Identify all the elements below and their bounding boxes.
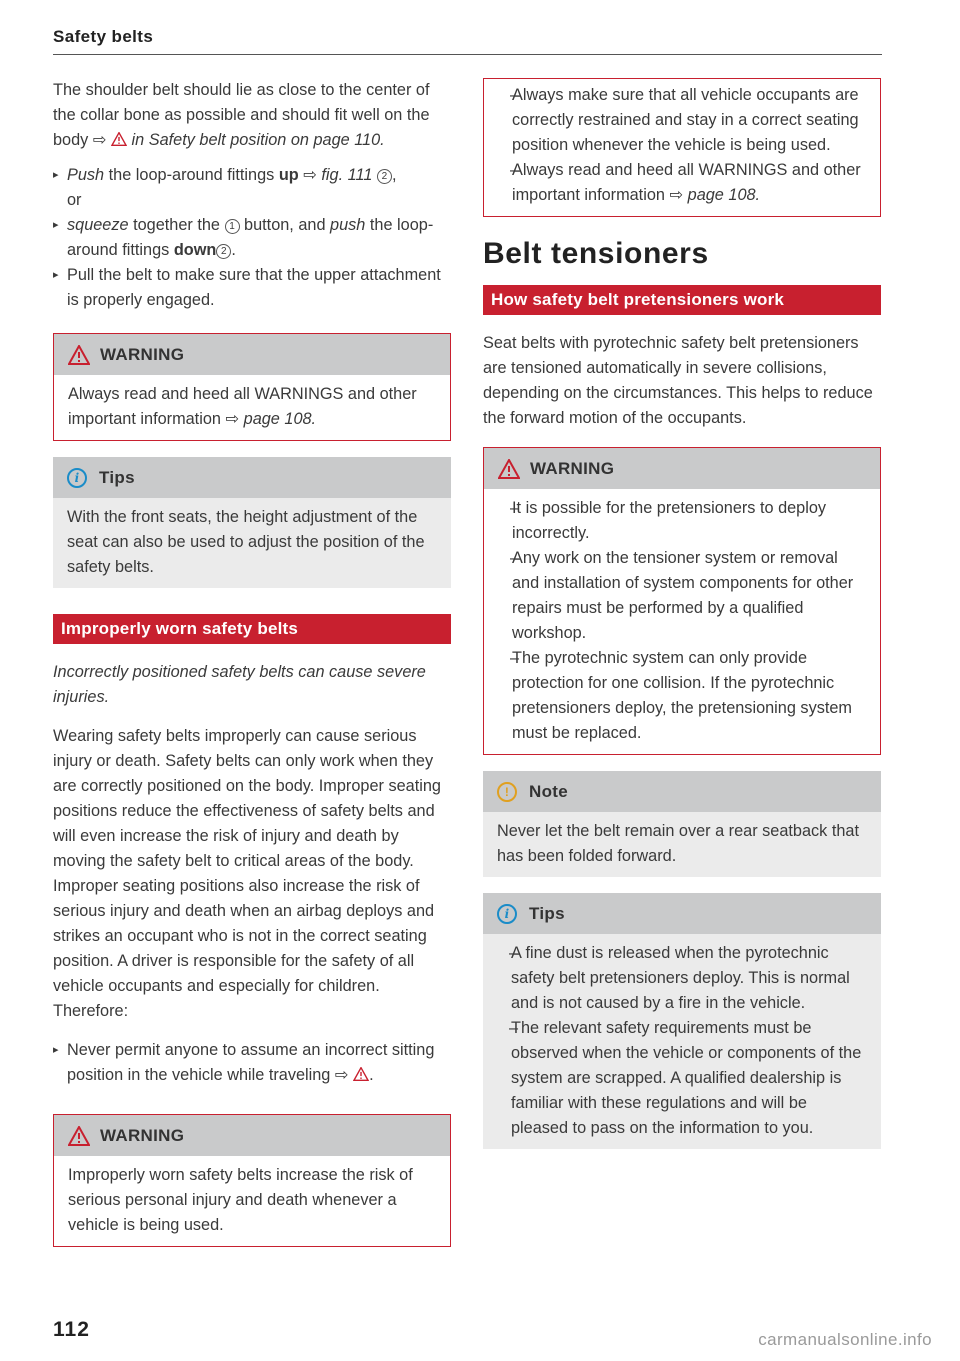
page-link[interactable]: page 108.: [687, 186, 761, 204]
note-body: Never let the belt remain over a rear seatback that has been folded forward.: [497, 822, 859, 865]
page-header-title: Safety belts: [53, 27, 154, 46]
warning-body: Improperly worn safety belts increase the risk of serious personal injury and death whenever a vehicle is being used.: [68, 1166, 413, 1234]
section-title: Belt tensioners: [483, 237, 709, 270]
warning-continuation-box: [483, 78, 881, 217]
intro-paragraph: The shoulder belt should lie as close to the center of the collar bone as possible and should fit well on the body ⇨ in Safety belt position on page 110.: [53, 81, 430, 149]
warning-box: [53, 1114, 451, 1247]
tips-box: [53, 457, 451, 588]
intro-reference[interactable]: in Safety belt position on page 110.: [131, 131, 385, 149]
list-item: – The relevant safety requirements must be observed when the vehicle or components of the system are scrapped. A qualified dealership is familiar with these regulations and will be pleased to pass on the information to you.: [497, 1016, 867, 1141]
tips-title: Tips: [99, 467, 135, 487]
warning-triangle-icon: [353, 1067, 369, 1081]
warning-title: WARNING: [530, 458, 615, 478]
callout-number: 1: [225, 219, 240, 234]
info-icon: i: [67, 468, 87, 488]
warning-triangle-icon: [68, 345, 90, 365]
right-column: [483, 78, 881, 1161]
warning-title: WARNING: [100, 1125, 185, 1145]
note-icon: !: [497, 782, 517, 802]
section-heading: Improperly worn safety belts: [53, 614, 451, 644]
tips-title: Tips: [529, 903, 565, 923]
tips-body: With the front seats, the height adjustment of the seat can also be used to adjust the position of the safety belts.: [67, 508, 425, 576]
warning-title: WARNING: [100, 344, 185, 364]
list-item: ▸ Pull the belt to make sure that the upper attachment is properly engaged.: [53, 263, 451, 313]
warning-triangle-icon: [111, 132, 127, 146]
note-title: Note: [529, 781, 568, 801]
header-divider: [53, 54, 882, 55]
warning-box: [483, 447, 881, 755]
note-box: [483, 771, 881, 877]
warning-triangle-icon: [498, 459, 520, 479]
warning-box: WARNING Always read and heed all WARNINGS and other important information ⇨ page 108.: [53, 333, 451, 441]
tips-box: [483, 893, 881, 1149]
callout-number: 2: [216, 244, 231, 259]
section-heading: How safety belt pretensioners work: [483, 285, 881, 315]
body-paragraph: Seat belts with pyrotechnic safety belt pretensioners are tensioned automatically in severe collisions, depending on the circumstances. This helps to reduce the forward motion of the occupants.: [483, 334, 873, 427]
list-item: ▸ Never permit anyone to assume an incorrect sitting position in the vehicle while traveling ⇨ .: [53, 1038, 451, 1088]
list-item: ▸ Push the loop-around fittings up ⇨ fig. 111 2 , or: [53, 163, 451, 213]
lead-text: Incorrectly positioned safety belts can cause severe injuries.: [53, 663, 426, 706]
list-item: ▸ squeeze together the 1 button, and push the loop-around fittings down 2 .: [53, 213, 451, 263]
body-paragraph: Wearing safety belts improperly can cause serious injury or death. Safety belts can only work when they are correctly positioned on the body. Improper seating positions reduce the effectiveness of safety belts and will even increase the risk of injury and death by moving the safety belt to critical areas of the body. Improper seating positions also increase the risk of serious injury and death when an airbag deploys and strikes an occupant who is not in the correct seating position. A driver is responsible for the safety of all vehicle occupants and especially for children. Therefore:: [53, 727, 441, 1020]
list-item: – Any work on the tensioner system or removal and installation of system components for other repairs must be performed by a qualified workshop.: [498, 546, 866, 646]
list-item: – The pyrotechnic system can only provide protection for one collision. If the pyrotechnic pretensioners deploy, the pretensioning system must be replaced.: [498, 646, 866, 746]
page-link[interactable]: page 108.: [243, 410, 317, 428]
left-column: [53, 78, 451, 1259]
list-item: – A fine dust is released when the pyrotechnic safety belt pretensioners deploy. This is normal and is not caused by a fire in the vehicle.: [497, 941, 867, 1016]
callout-number: 2: [377, 169, 392, 184]
site-watermark: carmanualsonline.info: [758, 1330, 932, 1349]
figure-link[interactable]: fig. 111: [321, 166, 373, 184]
list-item: – It is possible for the pretensioners to deploy incorrectly.: [498, 496, 866, 546]
info-icon: i: [497, 904, 517, 924]
list-item: – Always read and heed all WARNINGS and other important information ⇨ page 108.: [498, 158, 866, 208]
page-number: 112: [53, 1318, 90, 1341]
list-item: – Always make sure that all vehicle occupants are correctly restrained and stay in a correct seating position whenever the vehicle is being used.: [498, 83, 866, 158]
warning-triangle-icon: [68, 1126, 90, 1146]
